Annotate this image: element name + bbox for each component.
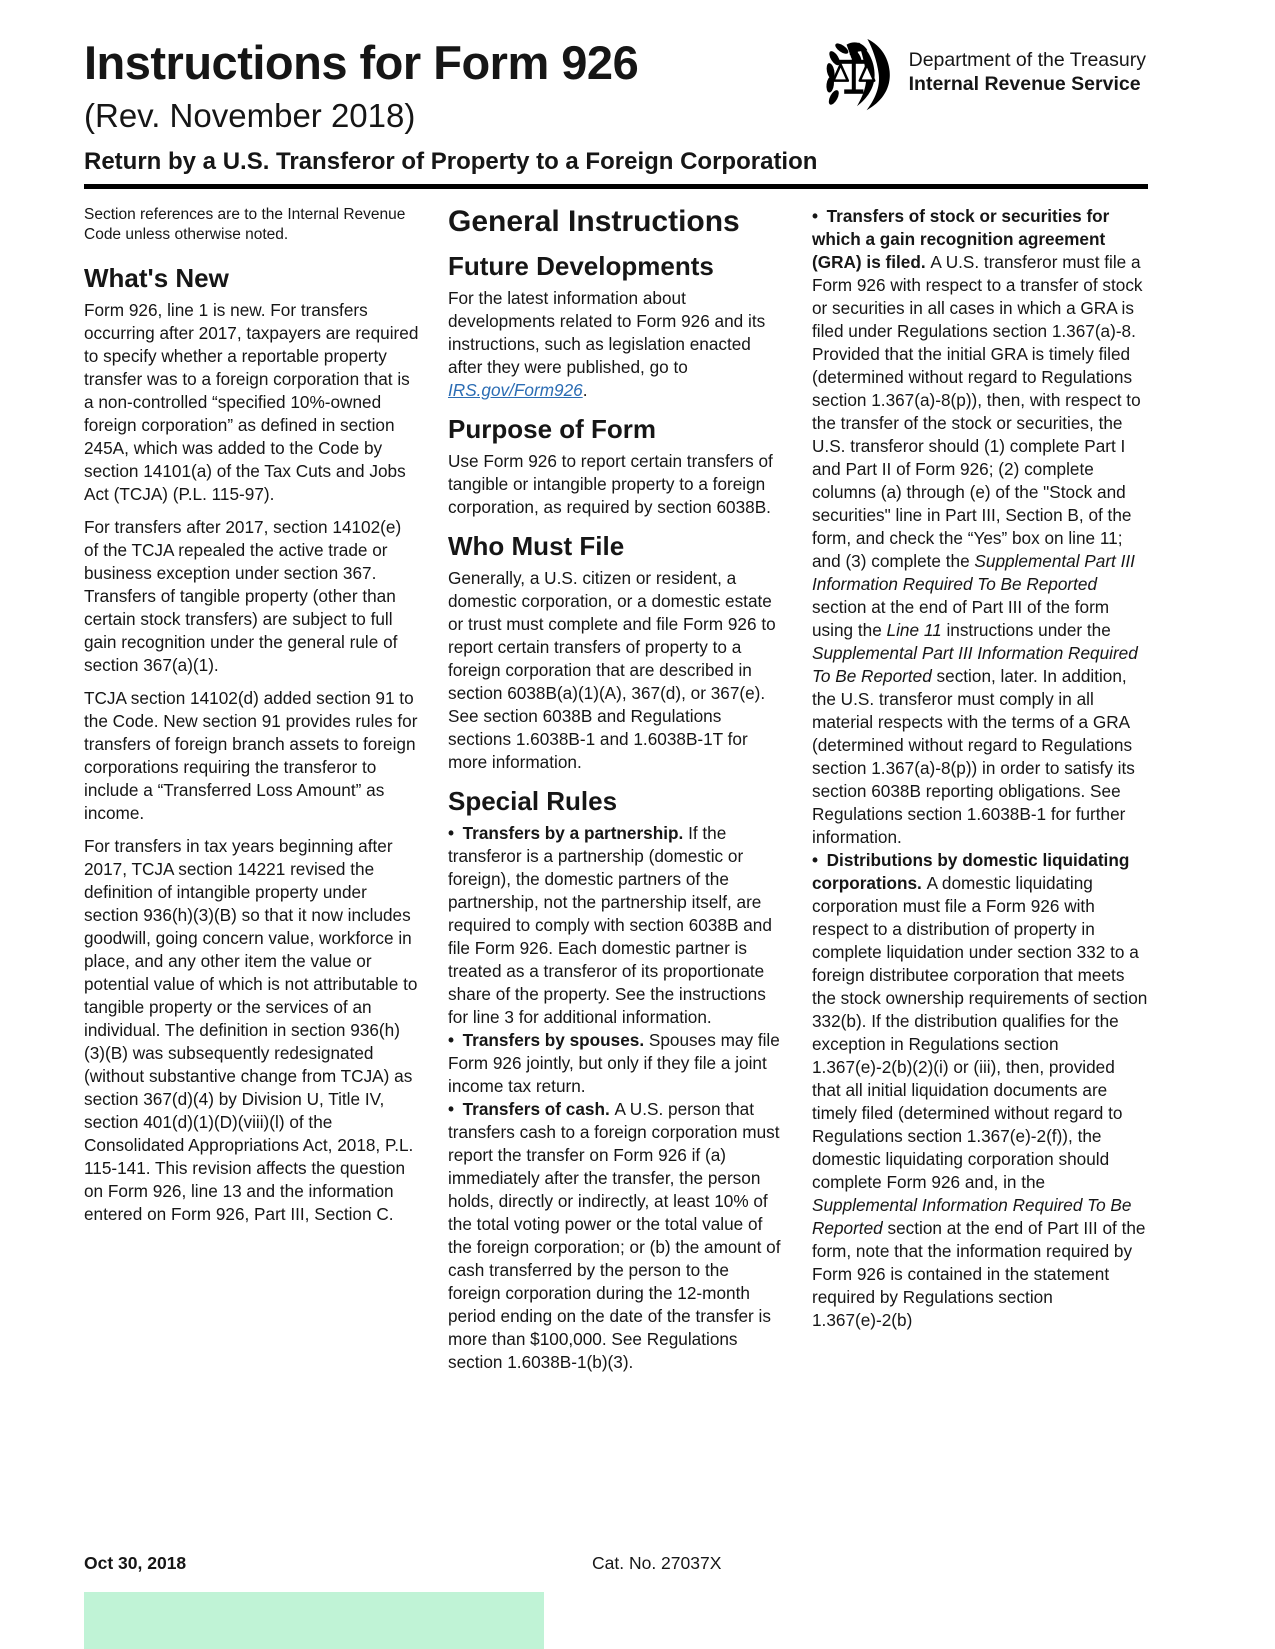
body-text: If the transferor is a partnership (domestic or foreign), the domestic partners of the partnership, not the partnership itself, are required to comply with section 6038B and file Form 926. Each domestic partner is treated as a transferor of its proportionate share of the property. See the instructions for line 3 for additional information. [448,823,772,1027]
agency-block [821,38,1146,112]
body-text: Generally, a U.S. citizen or resident, a domestic corporation, or a domestic estate or trust must complete and file Form 926 to report certain transfers of property to a foreign corporation that are described in section 6038B(a)(1)(A), 367(d), or 367(e). See section 6038B and Regulations sections 1.6038B-1 and 1.6038B-1T for more information. [448,568,776,772]
body-text: For transfers after 2017, section 14102(e) of the TCJA repealed the active trade or business exception under section 367. Transfers of tangible property (other than certain stock transfers) are subject to full gain recognition under the general rule of section 367(a)(1). [84,517,402,675]
body-text: A domestic liquidating corporation must file a Form 926 with respect to a distribution of property in complete liquidation under section 332 to a foreign distributee corporation that meets the stock ownership requirements of section 332(b). If the distribution qualifies for the exception in Regulations section 1.367(e)-2(b)(2)(i) or (iii), then, provided that all initial liquidation documents are timely filed (determined without regard to Regulations section 1.367(e)-2(f)), the domestic liquidating corporation should complete Form 926 and, in the [812,873,1148,1192]
header-rule [84,184,1148,189]
body-text: Special Rules [448,786,618,816]
paragraph [84,299,420,506]
paragraph [448,287,784,402]
heading-purpose-of-form [448,414,784,444]
bullet-icon: • [812,206,827,226]
page-title: Instructions for Form 926 [84,36,639,89]
paragraph [84,835,420,1226]
body-text: section at the end of Part III of the form using the [812,597,1110,640]
catalog-number: Cat. No. 27037X [592,1553,722,1573]
bold-text: Transfers of stock or securities for which a gain recognition agreement (GRA) is filed. [812,206,1110,272]
body-text: section, later. In addition, the U.S. transferor must comply in all material respects with the terms of a GRA (determined without regard to Regulations section 1.367(a)-8(p)) in order to satisfy its section 6038B reporting obligations. See Regulations section 1.6038B-1 for further information. [812,666,1135,847]
paragraph [84,687,420,825]
heading-future-developments [448,251,784,281]
footer-date: Oct 30, 2018 [84,1553,187,1573]
bullet-item [448,1098,784,1374]
body-text: For the latest information about developments related to Form 926 and its instructions, such as legislation enacted after they were published, go to [448,288,766,377]
form-subtitle: Return by a U.S. Transferor of Property to a Foreign Corporation [84,147,818,175]
body-text: section at the end of Part III of the form, note that the information required by Form 926 is contained in the statement required by Regulations section 1.367(e)-2(b) [812,1218,1146,1330]
revision-line: (Rev. November 2018) [84,97,416,135]
bullet-icon: • [448,823,463,843]
instruction-columns [84,205,1148,1374]
body-text: Who Must File [448,531,625,561]
heading-whats-new [84,263,420,293]
bullet-item [448,1029,784,1098]
agency-line1: Department of the Treasury [908,49,1146,71]
body-text: What's New [84,263,229,293]
masthead [84,38,1148,189]
bold-text: Transfers of cash. [462,1099,615,1119]
bullet-item [812,849,1148,1332]
column-right [812,205,1148,1374]
paragraph [448,567,784,774]
bullet-icon: • [448,1099,463,1119]
heading-general-instructions [448,205,784,239]
paragraph [448,450,784,519]
column-middle [448,205,784,1374]
agency-line2: Internal Revenue Service [908,73,1141,96]
column-left [84,205,420,1374]
heading-who-must-file [448,531,784,561]
body-text: instructions under the [941,620,1111,640]
body-text: General Instructions [448,205,740,238]
bold-text: Distributions by domestic liquidating corporations. [812,850,1130,893]
irs-eagle-logo-icon [821,38,901,112]
bullet-icon: • [448,1030,463,1050]
body-text: A U.S. transferor must file a Form 926 with respect to a transfer of stock or securities in all cases in which a GRA is filed under Regulations section 1.367(a)-8. Provided that the initial GRA is timely filed (determined without regard to Regulations section 1.367(a)-8(p)), then, with respect to the transfer of the stock or securities, the U.S. transferor should (1) complete Part I and Part II of Form 926; (2) complete columns (a) through (e) of the "Stock and securities" line in Part III, Section B, of the form, and check the “Yes” box on line 11; and (3) complete the [812,252,1143,571]
body-text: A U.S. person that transfers cash to a foreign corporation must report the transfer on Form 926 if (a) immediately after the transfer, the person holds, directly or indirectly, at least 10% of the total voting power or the total value of the foreign corporation; or (b) the amount of cash transferred by the person to the foreign corporation during the 12-month period ending on the date of the transfer is more than $100,000. See Regulations section 1.6038B-1(b)(3). [448,1099,781,1372]
body-text: Spouses may file Form 926 jointly, but only if they file a joint income tax return. [448,1030,780,1096]
italic-text: Line 11 [886,620,942,640]
italic-text: Supplemental Part III Information Required To Be Reported [812,551,1135,594]
body-text: . [582,380,588,400]
body-text: Future Developments [448,251,714,281]
body-text: Purpose of Form [448,414,657,444]
highlight-block [84,1592,544,1649]
italic-text: Supplemental Information Required To Be Reported [812,1195,1132,1238]
paragraph [84,516,420,677]
heading-special-rules [448,786,784,816]
bold-text: Transfers by spouses. [462,1030,649,1050]
body-text: Form 926, line 1 is new. For transfers occurring after 2017, taxpayers are required to specify whether a reportable property transfer was to a foreign corporation that is a non-controlled “specified 10%-owned foreign corporation” as defined in section 245A, which was added to the Code by section 14101(a) of the Tax Cuts and Jobs Act (TCJA) (P.L. 115-97). [84,300,419,504]
italic-text: Supplemental Part III Information Required To Be Reported [812,643,1138,686]
bold-text: Transfers by a partnership. [462,823,689,843]
body-text: For transfers in tax years beginning after 2017, TCJA section 14221 revised the definition of intangible property under section 936(h)(3)(B) so that it now includes goodwill, going concern value, workforce in place, and any other item the value or potential value of which is not attributable to tangible property or the services of an individual. The definition in section 936(h)(3)(B) was subsequently redesignated (without substantive change from TCJA) as section 367(d)(4) by Division U, Title IV, section 401(d)(1)(D)(viii)(l) of the Consolidated Appropriations Act, 2018, P.L. 115-141. This revision affects the question on Form 926, line 13 and the information entered on Form 926, Part III, Section C. [84,836,418,1224]
body-text: Use Form 926 to report certain transfers of tangible or intangible property to a foreign corporation, as required by section 6038B. [448,451,773,517]
bullet-item [448,822,784,1029]
bullet-icon: • [812,850,827,870]
section-references-note [84,205,420,245]
bullet-item [812,205,1148,849]
body-text: TCJA section 14102(d) added section 91 to the Code. New section 91 provides rules for transfers of foreign branch assets to foreign corporations requiring the transferor to include a “Transferred Loss Amount” as income. [84,688,418,823]
irs-gov-form926-link[interactable]: IRS.gov/Form926 [448,380,583,400]
body-text: Section references are to the Internal Revenue Code unless otherwise noted. [84,206,406,243]
